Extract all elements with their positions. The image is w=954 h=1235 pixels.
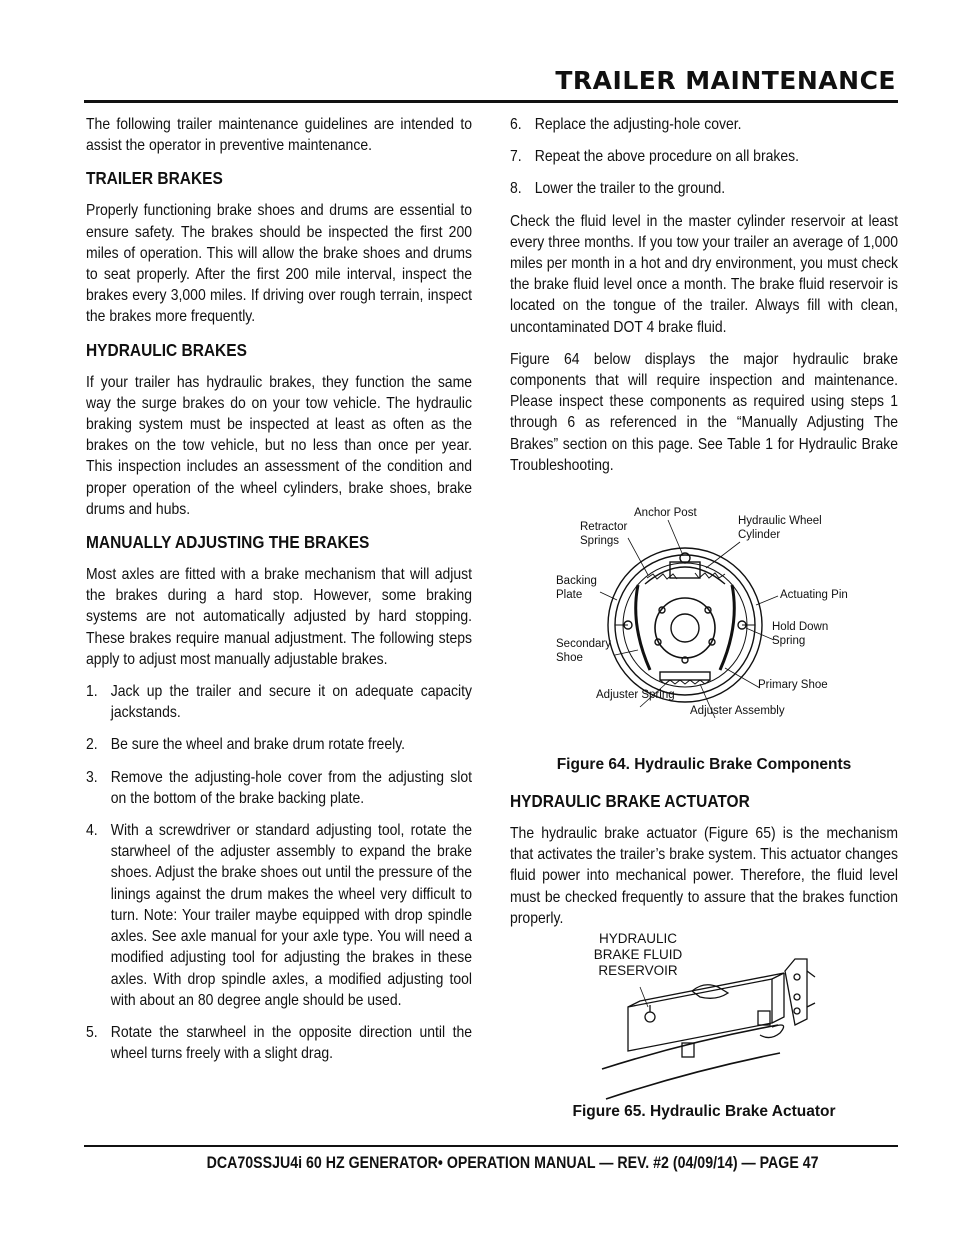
list-item <box>86 820 472 1011</box>
right-column <box>510 114 898 1121</box>
footer-rule <box>84 1145 898 1147</box>
step-number: 1. <box>86 683 98 701</box>
figure-64-caption: Figure 64. Hydraulic Brake Components <box>556 756 852 774</box>
label-adjuster-assembly: Adjuster Assembly <box>690 705 785 718</box>
manual-adjust-heading: MANUALLY ADJUSTING THE BRAKES <box>86 532 370 553</box>
page-footer: DCA70SSJU4i 60 HZ GENERATOR• OPERATION MANUAL — REV. #2 (04/09/14) — PAGE 47 <box>207 1154 819 1172</box>
step-text: Be sure the wheel and brake drum rotate freely. <box>110 736 406 754</box>
step-text: Lower the trailer to the ground. <box>534 180 726 198</box>
step-number: 6. <box>510 116 522 133</box>
label-primary-shoe: Primary Shoe <box>758 679 828 692</box>
left-column <box>86 114 472 1075</box>
steps-list-left <box>86 681 472 1064</box>
step-number: 7. <box>510 148 522 166</box>
step-text: Rotate the starwheel in the opposite direction until the wheel turns freely with a slight drag. <box>110 1023 473 1063</box>
label-hydraulic-wheel-cylinder: Hydraulic Wheel Cylinder <box>738 515 822 542</box>
page-title: TRAILER MAINTENANCE <box>555 66 896 95</box>
label-brake-fluid-reservoir: HYDRAULIC BRAKE FLUID RESERVOIR <box>593 931 683 979</box>
list-item <box>86 767 472 809</box>
label-actuating-pin: Actuating Pin <box>780 589 848 602</box>
list-item <box>510 146 898 167</box>
label-adjuster-spring: Adjuster Spring <box>596 689 675 702</box>
figure64-intro-paragraph: Figure 64 below displays the major hydraulic brake components that will require inspection and maintenance. Please inspect these components as required using steps 1 through 6 as referenced in the “Manually Adjusting The Brakes” section on this page. See Table 1 for Hydraulic Brake Troubleshooting. <box>510 350 899 474</box>
list-item <box>510 178 898 199</box>
step-number: 3. <box>86 768 98 786</box>
label-secondary-shoe: Secondary Shoe <box>556 638 611 665</box>
step-number: 4. <box>86 822 98 840</box>
list-item <box>86 734 472 755</box>
step-text: Jack up the trailer and secure it on adequate capacity jackstands. <box>110 683 473 722</box>
fluid-check-paragraph: Check the fluid level in the master cylinder reservoir at least every three months. If you tow your trailer an average of 1,000 miles per month in a hot and dry environment, you must check the brake fluid level once a month. The brake fluid reservoir is located on the tongue of the trailer. Always fill with clean, uncontaminated DOT 4 brake fluid. <box>510 212 899 336</box>
step-text: With a screwdriver or standard adjusting tool, rotate the starwheel of the adjuster assembly to expand the brake shoes. Adjust the brake shoes out until the pressure of the linings against the drum makes the wheel very difficult to turn. Note: Your trailer maybe equipped with drop spindle axles. See axle manual for your axle type. You will need a modified adjusting tool for adjusting the brakes in these axles. With drop spindle axles, a modified adjusting tool with about an 80 degree angle should be used. <box>110 822 473 1009</box>
steps-list-right <box>510 114 898 200</box>
actuator-paragraph: The hydraulic brake actuator (Figure 65) is the mechanism that activates the trailer’s brake system. This actuator changes fluid power into mechanical power. Therefore, the fluid level must be checked frequently to assure that the brakes function properly. <box>510 825 899 927</box>
hydraulic-brakes-paragraph: If your trailer has hydraulic brakes, they function the same way the surge brakes do on your tow vehicle. The hydraulic braking system must be inspected at least as often as the brakes on the tow vehicle, but no less than once per year. This inspection includes an assessment of the condition and proper operation of the wheel cylinders, brake shoes, brake drums and hubs. <box>86 373 473 518</box>
step-text: Replace the adjusting-hole cover. <box>534 116 742 133</box>
figure-64 <box>510 500 898 750</box>
step-text: Repeat the above procedure on all brakes. <box>534 148 800 166</box>
intro-paragraph: The following trailer maintenance guidelines are intended to assist the operator in preventive maintenance. <box>86 116 473 155</box>
step-text: Remove the adjusting-hole cover from the adjusting slot on the bottom of the brake backing plate. <box>110 768 473 807</box>
list-item <box>86 1022 472 1064</box>
label-anchor-post: Anchor Post <box>634 507 697 520</box>
step-number: 8. <box>510 180 522 198</box>
manual-adjust-paragraph: Most axles are fitted with a brake mechanism that will adjust the brakes during a hard stop. However, some braking systems are not automatically adjusted by hard stopping. These brakes require manual adjustment. The following steps apply to adjust most manually adjustable brakes. <box>86 566 473 668</box>
trailer-brakes-paragraph: Properly functioning brake shoes and drums are essential to ensure safety. The brakes should be inspected the first 200 miles of operation. This will allow the brake shoes and drums to seat properly. After the first 200 mile interval, inspect the brakes every 3,000 miles. If driving over rough terrain, inspect the brakes more frequently. <box>86 202 473 326</box>
brake-actuator-diagram <box>510 931 898 1103</box>
step-number: 5. <box>86 1023 98 1041</box>
trailer-brakes-heading: TRAILER BRAKES <box>86 168 223 189</box>
label-hold-down-spring: Hold Down Spring <box>772 621 829 648</box>
header-rule <box>84 100 898 103</box>
figure-65 <box>510 931 898 1103</box>
hydraulic-brakes-heading: HYDRAULIC BRAKES <box>86 339 247 360</box>
label-backing-plate: Backing Plate <box>556 575 597 602</box>
step-number: 2. <box>86 736 98 754</box>
actuator-heading: HYDRAULIC BRAKE ACTUATOR <box>510 791 750 812</box>
list-item <box>86 681 472 723</box>
figure-65-caption: Figure 65. Hydraulic Brake Actuator <box>572 1103 836 1121</box>
list-item <box>510 114 898 135</box>
label-retractor-springs: Retractor Springs <box>580 521 628 548</box>
